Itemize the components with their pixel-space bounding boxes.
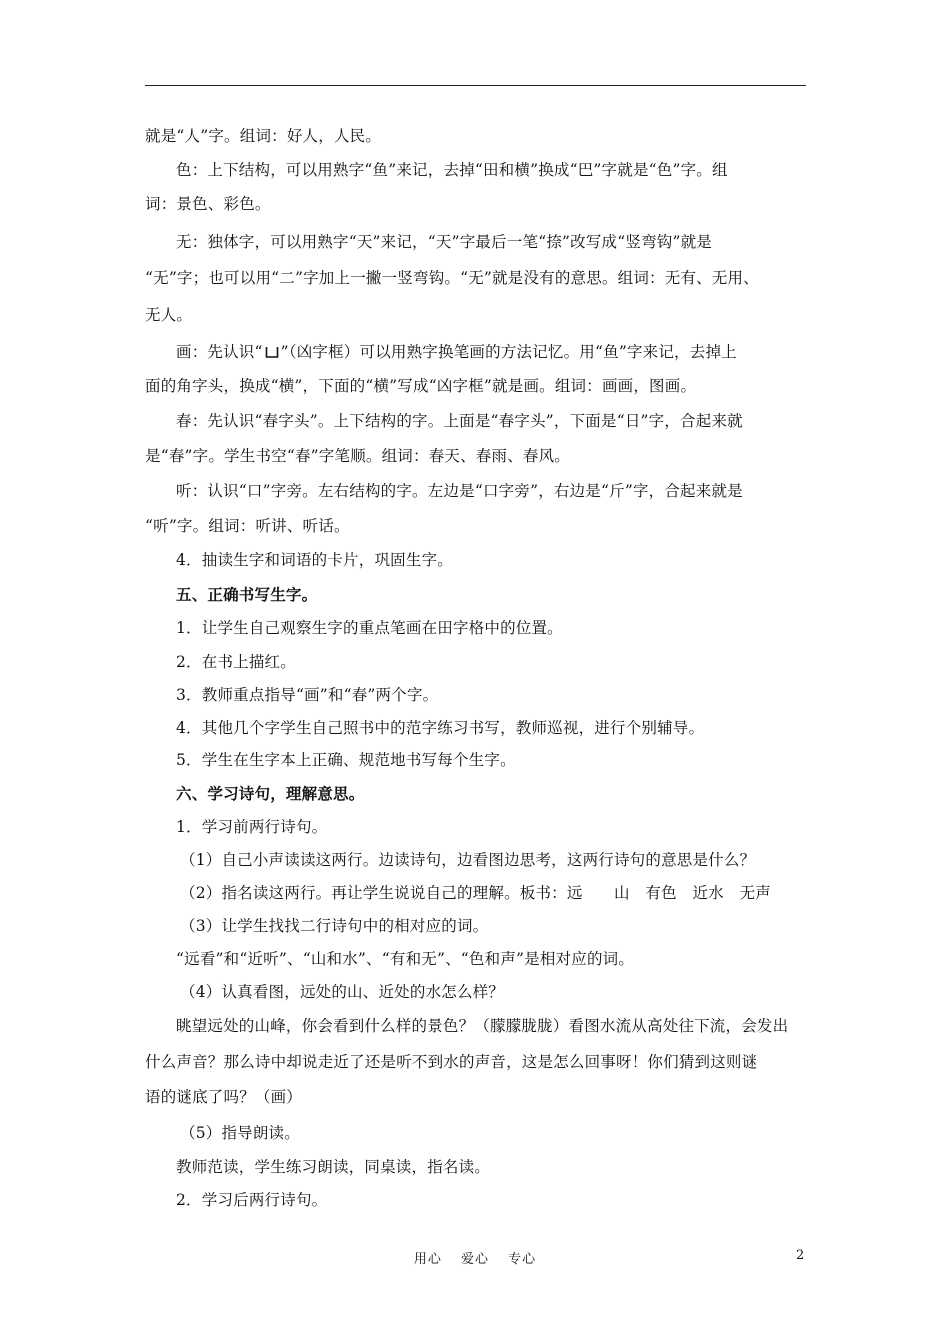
list-item: （4）认真看图，远处的山、近处的水怎么样？ <box>180 983 505 1001</box>
list-item: 2．在书上描红。 <box>176 653 296 671</box>
text-line: 色：上下结构，可以用熟字“鱼”来记，去掉“田和横”换成“巴”字就是“色”字。组 <box>176 161 728 179</box>
text-line: 听：认识“口”字旁。左右结构的字。左边是“口字旁”，右边是“斤”字，合起来就是 <box>176 482 743 500</box>
list-item: 1．让学生自己观察生字的重点笔画在田字格中的位置。 <box>176 619 563 637</box>
text-line: 词：景色、彩色。 <box>145 195 271 213</box>
text-fragment: 画：先认识“ <box>176 343 263 361</box>
text-line <box>176 342 737 362</box>
text-fragment: ”（凶字框）可以用熟字换笔画的方法记忆。用“鱼”字来记，去掉上 <box>280 343 737 361</box>
text-line: 是“春”字。学生书空“春”字笔顺。组词：春天、春雨、春风。 <box>145 447 570 465</box>
list-item: 4．抽读生字和词语的卡片，巩固生字。 <box>176 551 453 569</box>
text-line: 无人。 <box>145 306 193 324</box>
list-item: 2．学习后两行诗句。 <box>176 1191 328 1209</box>
text-line: 眺望远处的山峰，你会看到什么样的景色？（朦朦胧胧）看图水流从高处往下流，会发出 <box>176 1017 789 1035</box>
list-item: 3．教师重点指导“画”和“春”两个字。 <box>176 686 439 704</box>
list-item: 5．学生在生字本上正确、规范地书写每个生字。 <box>176 751 516 769</box>
text-line: 无：独体字，可以用熟字“天”来记，“天”字最后一笔“捺”改写成“竖弯钩”就是 <box>176 233 712 251</box>
text-line: “无”字；也可以用“二”字加上一撇一竖弯钩。“无”就是没有的意思。组词：无有、无用、 <box>145 269 759 287</box>
text-line: “听”字。组词：听讲、听话。 <box>145 517 350 535</box>
page-number: 2 <box>796 1248 805 1263</box>
text-line: 教师范读，学生练习朗读，同桌读，指名读。 <box>176 1158 491 1176</box>
footer-motto: 用心 爱心 专心 <box>413 1252 537 1267</box>
section-heading: 五、正确书写生字。 <box>176 585 318 604</box>
list-item: （2）指名读这两行。再让学生说说自己的理解。板书：远 山 有色 近水 无声 <box>180 884 771 902</box>
list-item: （1）自己小声读读这两行。边读诗句，边看图边思考，这两行诗句的意思是什么？ <box>180 851 756 869</box>
text-line: 就是“人”字。组词：好人，人民。 <box>145 127 382 145</box>
text-line: 什么声音？那么诗中却说走近了还是听不到水的声音，这是怎么回事呀！你们猜到这则谜 <box>145 1053 758 1071</box>
text-line: 语的谜底了吗？（画） <box>145 1088 303 1106</box>
text-line: 春：先认识“春字头”。上下结构的字。上面是“春字头”，下面是“日”字，合起来就 <box>176 412 743 430</box>
list-item: 1．学习前两行诗句。 <box>176 818 328 836</box>
xiong-frame-radical-icon <box>265 343 279 355</box>
header-rule <box>145 85 806 86</box>
section-heading: 六、学习诗句，理解意思。 <box>176 784 365 803</box>
list-item: （5）指导朗读。 <box>180 1124 300 1142</box>
text-line: 面的角字头，换成“横”，下面的“横”写成“凶字框”就是画。组词：画画，图画。 <box>145 377 697 395</box>
list-item: （3）让学生找找二行诗句中的相对应的词。 <box>180 917 489 935</box>
text-line: “远看”和“近听”、“山和水”、“有和无”、“色和声”是相对应的词。 <box>176 950 635 968</box>
list-item: 4．其他几个字学生自己照书中的范字练习书写，教师巡视，进行个别辅导。 <box>176 719 705 737</box>
